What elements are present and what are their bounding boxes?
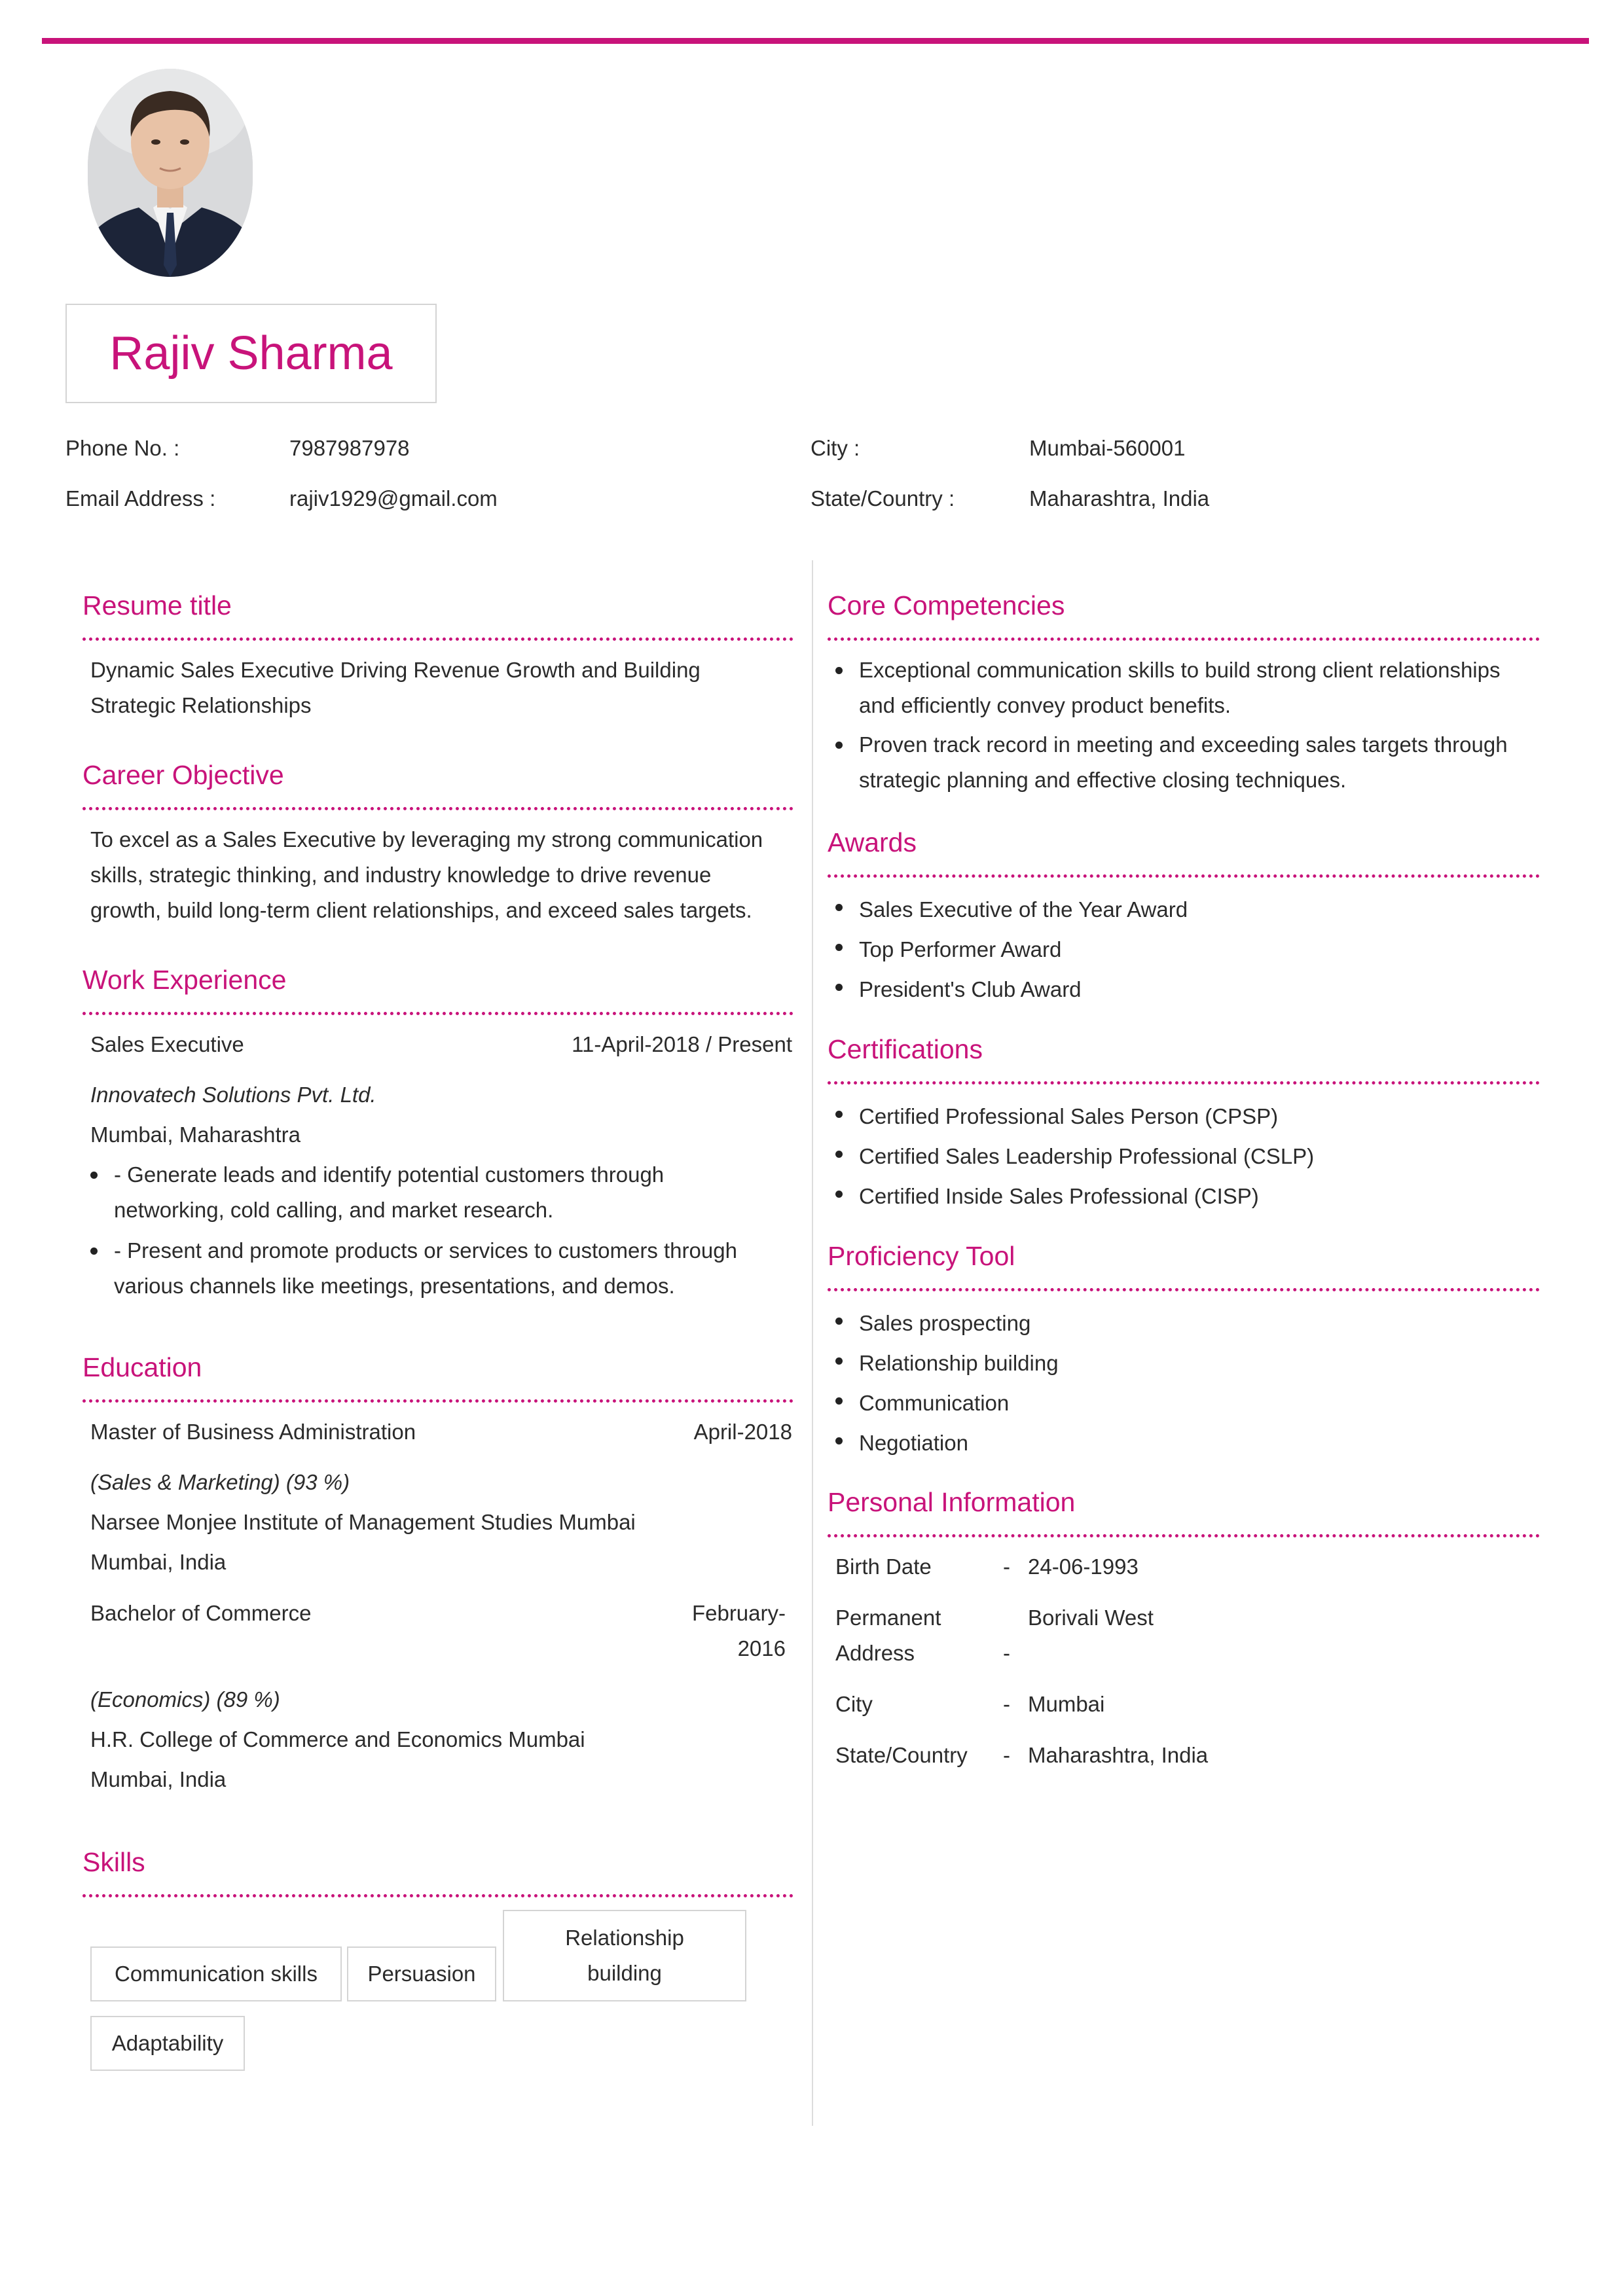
award-item: President's Club Award (828, 969, 1548, 1009)
edu-date: February- (691, 1601, 786, 1625)
state-label: State/Country : (811, 486, 955, 511)
core-competencies-heading: Core Competencies (828, 590, 1065, 620)
personal-information-heading: Personal Information (828, 1487, 1076, 1517)
certifications-list (828, 1096, 1548, 1216)
edu-date-year: 2016 (737, 1636, 786, 1660)
certification-item: Certified Professional Sales Person (CPSP) (828, 1096, 1548, 1136)
edu-date: April-2018 (693, 1420, 792, 1444)
edu-location: Mumbai, India (90, 1550, 227, 1574)
section-divider (82, 1012, 793, 1015)
section-divider (828, 1534, 1540, 1537)
competency-item: Exceptional communication skills to build strong client relationships and efficiently convey product benefits. (828, 653, 1561, 723)
competency-item: Proven track record in meeting and exceeding sales targets through strategic planning and effective closing techniques. (828, 727, 1561, 798)
work-bullet: - Generate leads and identify potential customers through networking, cold calling, and market research. (82, 1157, 803, 1228)
section-divider (828, 1288, 1540, 1291)
state-value: Maharashtra, India (1029, 486, 1210, 511)
separator: - (1003, 1743, 1010, 1767)
section-divider (828, 874, 1540, 878)
proficiency-list (828, 1303, 1548, 1463)
state-country-value: Maharashtra, India (1028, 1743, 1209, 1767)
column-divider (812, 560, 813, 2126)
city-label: City : (811, 436, 860, 460)
awards-list (828, 889, 1548, 1009)
edu-specialization: (Economics) (89 %) (90, 1687, 280, 1712)
work-bullet: - Present and promote products or services to customers through various channels like meetings, presentations, and demos. (82, 1233, 803, 1304)
work-bullet-list (82, 1157, 803, 1304)
skill-chip: Communication skills (90, 1946, 342, 2001)
core-competencies-list (828, 653, 1561, 798)
skills-heading: Skills (82, 1847, 145, 1877)
certification-item: Certified Sales Leadership Professional (CSLP) (828, 1136, 1548, 1176)
proficiency-tool-heading: Proficiency Tool (828, 1241, 1015, 1271)
section-divider (82, 637, 793, 641)
phone-label: Phone No. : (65, 436, 180, 460)
top-accent-bar (42, 38, 1589, 44)
skill-chip (503, 1910, 746, 2001)
candidate-name: Rajiv Sharma (109, 327, 393, 380)
certifications-heading: Certifications (828, 1034, 983, 1064)
edu-degree: Master of Business Administration (90, 1420, 416, 1444)
proficiency-item: Communication (828, 1383, 1548, 1423)
work-location: Mumbai, Maharashtra (90, 1122, 301, 1147)
work-dates: 11-April-2018 / Present (572, 1032, 792, 1056)
separator: - (1003, 1692, 1010, 1716)
city-value: Mumbai-560001 (1029, 436, 1186, 460)
career-objective-heading: Career Objective (82, 760, 284, 790)
email-value: rajiv1929@gmail.com (289, 486, 498, 511)
state-country-label: State/Country (835, 1743, 968, 1767)
career-objective-line-3: growth, build long-term client relationships, and exceed sales targets. (90, 898, 752, 922)
permanent-address-label: Permanent (835, 1605, 941, 1630)
work-role: Sales Executive (90, 1032, 244, 1056)
section-divider (82, 1894, 793, 1897)
permanent-address-label-line-2: Address (835, 1641, 915, 1665)
section-divider (828, 1081, 1540, 1085)
birth-date-value: 24-06-1993 (1028, 1554, 1139, 1579)
edu-specialization: (Sales & Marketing) (93 %) (90, 1470, 350, 1494)
career-objective-line-1: To excel as a Sales Executive by leveraging my strong communication (90, 827, 763, 852)
birth-date-label: Birth Date (835, 1554, 932, 1579)
separator: - (1003, 1554, 1010, 1579)
skill-chip-line: building (587, 1961, 662, 1985)
resume-title-line-1: Dynamic Sales Executive Driving Revenue Growth and Building (90, 658, 701, 682)
award-item: Sales Executive of the Year Award (828, 889, 1548, 929)
separator: - (1003, 1641, 1010, 1665)
skill-chip-line: Relationship (565, 1926, 684, 1950)
resume-title-line-2: Strategic Relationships (90, 693, 312, 717)
section-divider (82, 807, 793, 810)
work-experience-heading: Work Experience (82, 965, 287, 995)
resume-title-heading: Resume title (82, 590, 232, 620)
name-box (65, 304, 437, 403)
city-label: City (835, 1692, 873, 1716)
section-divider (82, 1399, 793, 1403)
award-item: Top Performer Award (828, 929, 1548, 969)
section-divider (828, 637, 1540, 641)
proficiency-item: Negotiation (828, 1423, 1548, 1463)
edu-degree: Bachelor of Commerce (90, 1601, 312, 1625)
certification-item: Certified Inside Sales Professional (CISP) (828, 1176, 1548, 1216)
skill-chip: Adaptability (90, 2016, 245, 2071)
profile-photo (88, 69, 253, 277)
awards-heading: Awards (828, 827, 917, 857)
email-label: Email Address : (65, 486, 216, 511)
city-value: Mumbai (1028, 1692, 1105, 1716)
work-company: Innovatech Solutions Pvt. Ltd. (90, 1083, 376, 1107)
proficiency-item: Sales prospecting (828, 1303, 1548, 1343)
edu-institute: H.R. College of Commerce and Economics Mumbai (90, 1727, 585, 1751)
education-heading: Education (82, 1352, 202, 1382)
phone-value: 7987987978 (289, 436, 410, 460)
skill-chip: Persuasion (347, 1946, 496, 2001)
edu-location: Mumbai, India (90, 1767, 227, 1791)
proficiency-item: Relationship building (828, 1343, 1548, 1383)
permanent-address-value: Borivali West (1028, 1605, 1154, 1630)
career-objective-line-2: skills, strategic thinking, and industry knowledge to drive revenue (90, 863, 712, 887)
edu-institute: Narsee Monjee Institute of Management Studies Mumbai (90, 1510, 636, 1534)
